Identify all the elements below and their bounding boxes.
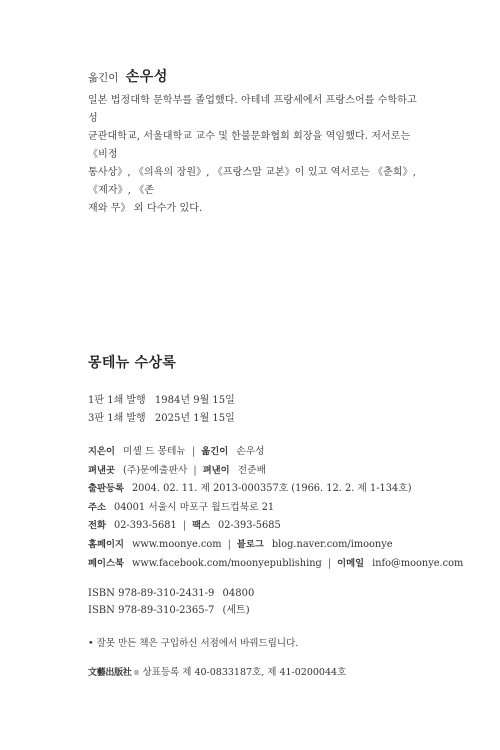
publisher-value: (주)문예출판사 [122, 464, 188, 476]
edition-line [88, 392, 433, 410]
social-row [88, 555, 464, 574]
homepage-value: www.moonye.com [131, 538, 222, 550]
isbn-extra: 04800 [222, 588, 255, 600]
publisher-person-value: 전준배 [237, 464, 267, 476]
web-row [88, 536, 433, 555]
bio-line: 균관대학교, 서울대학교 교수 및 한불문화협회 회장을 역임했다. 저서로는 《비정 [88, 131, 411, 160]
isbn-code: ISBN 978-89-310-2431-9 [88, 588, 215, 600]
edition-line [88, 410, 433, 428]
colophon [88, 352, 464, 679]
registration-label: 출판등록 [88, 483, 124, 495]
email-value: info@moonye.com [372, 557, 464, 569]
separator: | [193, 464, 197, 476]
bio-line: 일본 법정대학 문학부를 졸업했다. 아테네 프랑세에서 프랑스어를 수학하고 성 [88, 95, 417, 124]
publisher-logo: 文藝出版社 [88, 668, 132, 679]
isbn-block [88, 585, 433, 619]
edition-number: 3판 1쇄 발행 [88, 413, 146, 424]
publisher-row [88, 462, 433, 481]
publisher-person-label: 펴낸이 [202, 464, 230, 476]
author-row [88, 443, 433, 462]
separator: | [327, 557, 332, 569]
exchange-notice: • 잘못 만든 책은 구입하신 서점에서 바꿔드립니다. [88, 638, 299, 650]
bio-line: 통사상》, 《의욕의 장원》, 《프랑스말 교본》이 있고 역서로는 《춘희》, 《제자》, 《존 [88, 167, 416, 196]
registered-mark: ® [133, 670, 140, 678]
separator: | [182, 520, 186, 532]
author-value: 미셸 드 몽테뉴 [122, 446, 186, 457]
facebook-value: www.facebook.com/moonyepublishing [131, 557, 322, 569]
blog-label: 블로그 [236, 538, 264, 550]
separator: | [227, 538, 231, 550]
isbn-extra: (세트) [222, 605, 250, 617]
phone-value: 02-393-5681 [113, 520, 177, 532]
phone-row [88, 517, 433, 536]
translator-value: 손우성 [236, 446, 265, 457]
fax-label: 팩스 [192, 520, 210, 532]
isbn-code: ISBN 978-89-310-2365-7 [88, 605, 215, 617]
edition-date: 2025년 1월 15일 [154, 413, 235, 424]
translator-name: 손우성 [125, 69, 168, 85]
isbn-line [88, 602, 433, 619]
bio-line: 재와 무》 외 다수가 있다. [88, 203, 203, 214]
trademark-line [88, 664, 433, 678]
translator-section [88, 66, 418, 218]
author-label: 지은이 [88, 446, 115, 457]
edition-date: 1984년 9월 15일 [154, 395, 235, 406]
edition-history [88, 392, 433, 428]
translator-label: 옮긴이 [201, 446, 229, 457]
registration-row [88, 480, 433, 499]
address-row [88, 499, 433, 518]
address-label: 주소 [88, 501, 106, 513]
translator-label: 옮긴이 [88, 72, 119, 84]
isbn-line [88, 585, 433, 602]
edition-number: 1판 1쇄 발행 [88, 395, 146, 406]
separator: | [191, 446, 196, 457]
registration-value: 2004. 02. 11. 제 2013-000357호 (1966. 12. 2. 제 1-134호) [131, 483, 412, 495]
translator-heading [88, 66, 418, 86]
facebook-label: 페이스북 [88, 557, 124, 569]
publication-info [88, 443, 464, 573]
phone-label: 전화 [88, 520, 106, 532]
email-label: 이메일 [337, 557, 365, 569]
address-value: 04001 서울시 마포구 월드컵북로 21 [113, 501, 275, 513]
blog-value: blog.naver.com/imoonye [271, 538, 393, 550]
book-title: 몽테뉴 수상록 [88, 355, 177, 371]
fax-value: 02-393-5685 [217, 520, 281, 532]
homepage-label: 홈페이지 [88, 538, 124, 550]
trademark-text: 상표등록 제 40-0833187호, 제 41-0200044호 [142, 667, 347, 679]
publisher-label: 펴낸곳 [88, 464, 115, 476]
translator-bio [88, 92, 418, 218]
